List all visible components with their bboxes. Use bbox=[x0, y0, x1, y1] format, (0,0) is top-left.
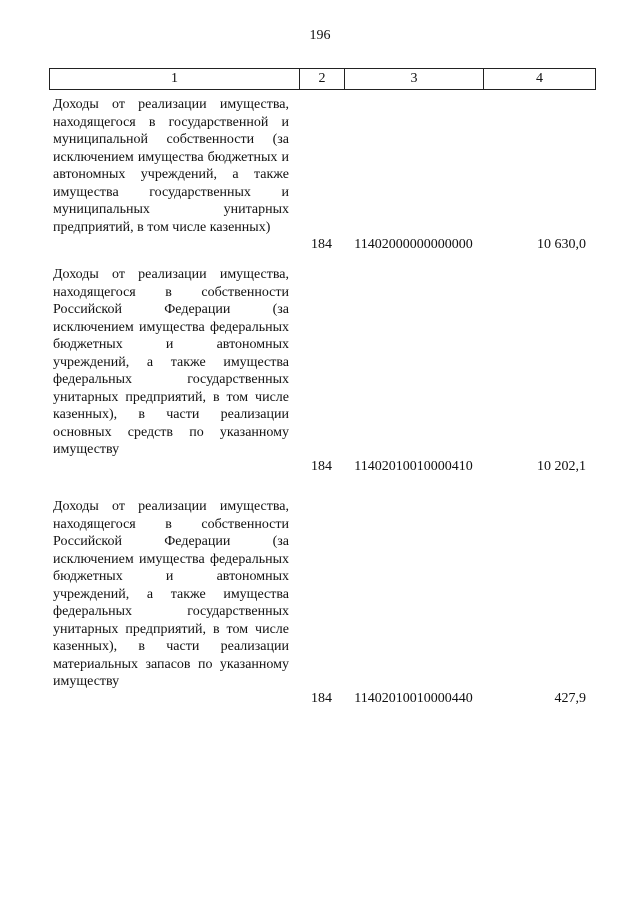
header-col-2: 2 bbox=[300, 69, 345, 89]
table-row bbox=[49, 266, 596, 478]
row-name: Доходы от реализации имущества, находящегося в собственности Российской Федерации (за исключением имущества федеральных бюджетных и автономных учреждений, а также имущества федеральных государственных унитарных предприятий, в том числе казенных), в части реализации материальных запасов по указанному имуществу bbox=[53, 499, 289, 689]
table-row bbox=[49, 96, 596, 256]
row-name: Доходы от реализации имущества, находящегося в собственности Российской Федерации (за исключением имущества федеральных бюджетных и автономных учреждений, а также имущества федеральных государственных унитарных предприятий, в том числе казенных), в части реализации основных средств по указанному имуществу bbox=[53, 267, 289, 457]
table-header bbox=[49, 68, 596, 90]
header-col-1: 1 bbox=[50, 69, 300, 89]
row-budget-code: 11402010010000440 bbox=[354, 691, 473, 706]
row-budget-code: 11402000000000000 bbox=[354, 237, 473, 252]
header-col-3: 3 bbox=[345, 69, 484, 89]
row-name: Доходы от реализации имущества, находящегося в государственной и муниципальной собственности (за исключением имущества бюджетных и автономных учреждений, а также имущества государственных и муниципальных унитарных предприятий, в том числе казенных) bbox=[53, 97, 289, 235]
table-row bbox=[49, 498, 596, 710]
row-amount: 10 202,1 bbox=[537, 459, 586, 474]
row-admin-code: 184 bbox=[311, 691, 332, 706]
row-admin-code: 184 bbox=[311, 459, 332, 474]
header-col-4: 4 bbox=[536, 71, 543, 86]
row-admin-code: 184 bbox=[311, 237, 332, 252]
row-amount: 427,9 bbox=[554, 691, 586, 706]
row-budget-code: 11402010010000410 bbox=[354, 459, 473, 474]
row-amount: 10 630,0 bbox=[537, 237, 586, 252]
page-number: 196 bbox=[309, 28, 331, 43]
